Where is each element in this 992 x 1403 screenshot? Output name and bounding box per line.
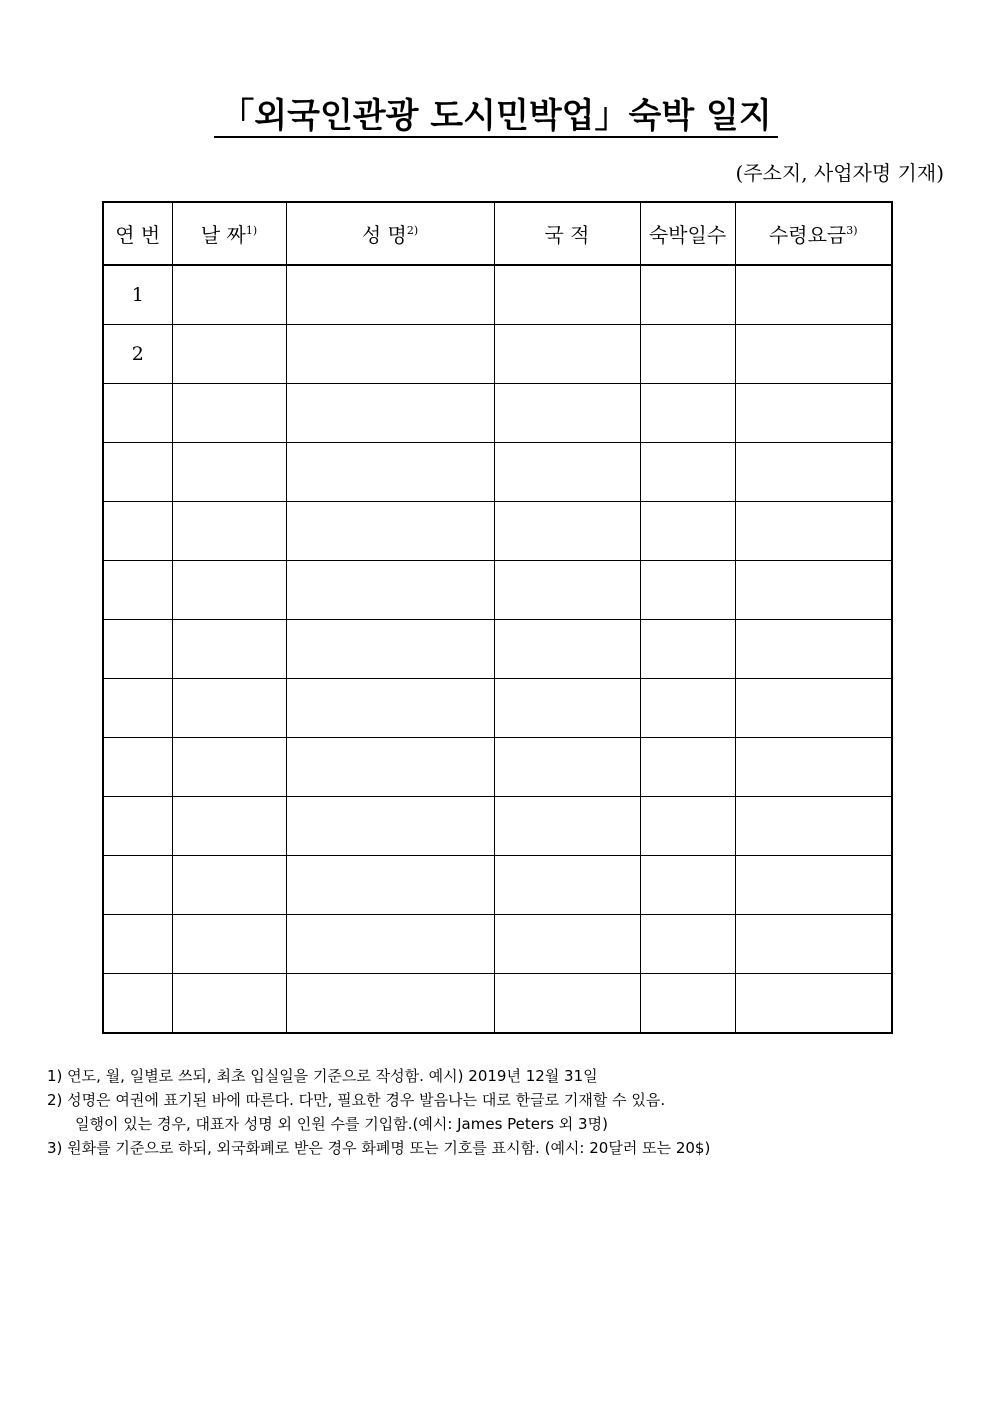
table-header-row <box>103 202 892 265</box>
footnotes <box>47 1064 947 1160</box>
table-row <box>103 856 892 915</box>
serial-cell <box>103 679 172 738</box>
nights-cell[interactable] <box>640 502 735 561</box>
fee-cell[interactable] <box>735 561 892 620</box>
nights-cell[interactable] <box>640 915 735 974</box>
footnote-2-continued: 일행이 있는 경우, 대표자 성명 외 인원 수를 기입함.(예시: James Peters 외 3명) <box>75 1115 608 1133</box>
table-row <box>103 325 892 384</box>
table-row <box>103 443 892 502</box>
fee-cell[interactable] <box>735 915 892 974</box>
name-cell[interactable] <box>286 561 494 620</box>
date-cell[interactable] <box>172 679 286 738</box>
header-fee-received: 수령요금$^{3)}$ <box>735 202 892 265</box>
name-cell[interactable] <box>286 443 494 502</box>
nationality-cell[interactable] <box>494 974 640 1034</box>
nights-cell[interactable] <box>640 679 735 738</box>
table-row <box>103 797 892 856</box>
name-cell[interactable] <box>286 797 494 856</box>
nights-cell[interactable] <box>640 443 735 502</box>
nights-cell[interactable] <box>640 265 735 325</box>
fee-cell[interactable] <box>735 738 892 797</box>
fee-cell[interactable] <box>735 856 892 915</box>
table-row <box>103 738 892 797</box>
footnote-marker-1: 1) <box>245 224 258 237</box>
nationality-cell[interactable] <box>494 561 640 620</box>
nights-cell[interactable] <box>640 738 735 797</box>
serial-cell <box>103 502 172 561</box>
name-cell[interactable] <box>286 384 494 443</box>
fee-cell[interactable] <box>735 443 892 502</box>
date-cell[interactable] <box>172 974 286 1034</box>
footnote-2: 2) 성명은 여권에 표기된 바에 따른다. 다만, 필요한 경우 발음나는 대로 한글로 기재할 수 있음. <box>47 1091 666 1109</box>
date-cell[interactable] <box>172 502 286 561</box>
table-row <box>103 679 892 738</box>
nationality-cell[interactable] <box>494 915 640 974</box>
date-cell[interactable] <box>172 915 286 974</box>
date-cell[interactable] <box>172 325 286 384</box>
nights-cell[interactable] <box>640 974 735 1034</box>
date-cell[interactable] <box>172 384 286 443</box>
header-serial-number: 연 번 <box>103 202 172 265</box>
header-nights: 숙박일수 <box>640 202 735 265</box>
nights-cell[interactable] <box>640 620 735 679</box>
fee-cell[interactable] <box>735 620 892 679</box>
serial-cell <box>103 384 172 443</box>
footnote-marker-3: 3) <box>846 224 858 237</box>
date-cell[interactable] <box>172 561 286 620</box>
table-row <box>103 502 892 561</box>
serial-cell <box>103 620 172 679</box>
nationality-cell[interactable] <box>494 620 640 679</box>
nationality-cell[interactable] <box>494 325 640 384</box>
fee-cell[interactable] <box>735 502 892 561</box>
table-row <box>103 974 892 1034</box>
header-date: 날 짜$^{1)}$ <box>172 202 286 265</box>
nationality-cell[interactable] <box>494 265 640 325</box>
name-cell[interactable] <box>286 502 494 561</box>
fee-cell[interactable] <box>735 265 892 325</box>
name-cell[interactable] <box>286 974 494 1034</box>
table-row <box>103 915 892 974</box>
address-business-note: (주소지, 사업자명 기재) <box>735 161 944 185</box>
header-nationality: 국 적 <box>494 202 640 265</box>
serial-cell <box>103 738 172 797</box>
name-cell[interactable] <box>286 738 494 797</box>
nights-cell[interactable] <box>640 797 735 856</box>
fee-cell[interactable] <box>735 797 892 856</box>
name-cell[interactable] <box>286 620 494 679</box>
table-row <box>103 384 892 443</box>
date-cell[interactable] <box>172 620 286 679</box>
serial-cell <box>103 443 172 502</box>
document-title-text: 「외국인관광 도시민박업」숙박 일지 <box>214 96 778 138</box>
serial-cell <box>103 797 172 856</box>
footnote-marker-2: 2) <box>406 224 419 237</box>
table-row <box>103 561 892 620</box>
nationality-cell[interactable] <box>494 679 640 738</box>
serial-cell: 2 <box>103 325 172 384</box>
nights-cell[interactable] <box>640 384 735 443</box>
nationality-cell[interactable] <box>494 502 640 561</box>
date-cell[interactable] <box>172 856 286 915</box>
date-cell[interactable] <box>172 443 286 502</box>
serial-cell <box>103 915 172 974</box>
name-cell[interactable] <box>286 325 494 384</box>
nationality-cell[interactable] <box>494 443 640 502</box>
serial-cell <box>103 561 172 620</box>
name-cell[interactable] <box>286 856 494 915</box>
table-row <box>103 265 892 325</box>
header-name: 성 명$^{2)}$ <box>286 202 494 265</box>
date-cell[interactable] <box>172 797 286 856</box>
nights-cell[interactable] <box>640 856 735 915</box>
nationality-cell[interactable] <box>494 738 640 797</box>
fee-cell[interactable] <box>735 974 892 1034</box>
nationality-cell[interactable] <box>494 797 640 856</box>
fee-cell[interactable] <box>735 679 892 738</box>
table-body <box>103 265 892 1033</box>
table-row <box>103 620 892 679</box>
date-cell[interactable] <box>172 265 286 325</box>
nights-cell[interactable] <box>640 561 735 620</box>
footnote-3: 3) 원화를 기준으로 하되, 외국화폐로 받은 경우 화폐명 또는 기호를 표시함. (예시: 20달러 또는 20$) <box>47 1139 711 1157</box>
nationality-cell[interactable] <box>494 856 640 915</box>
fee-cell[interactable] <box>735 325 892 384</box>
name-cell[interactable] <box>286 915 494 974</box>
serial-cell <box>103 974 172 1034</box>
footnote-1: 1) 연도, 월, 일별로 쓰되, 최초 입실일을 기준으로 작성함. 예시) 2019년 12월 31일 <box>47 1067 598 1085</box>
serial-cell: 1 <box>103 265 172 325</box>
name-cell[interactable] <box>286 265 494 325</box>
nationality-cell[interactable] <box>494 384 640 443</box>
document-title <box>0 94 992 138</box>
date-cell[interactable] <box>172 738 286 797</box>
lodging-log-table <box>102 201 893 1034</box>
fee-cell[interactable] <box>735 384 892 443</box>
name-cell[interactable] <box>286 679 494 738</box>
serial-cell <box>103 856 172 915</box>
nights-cell[interactable] <box>640 325 735 384</box>
